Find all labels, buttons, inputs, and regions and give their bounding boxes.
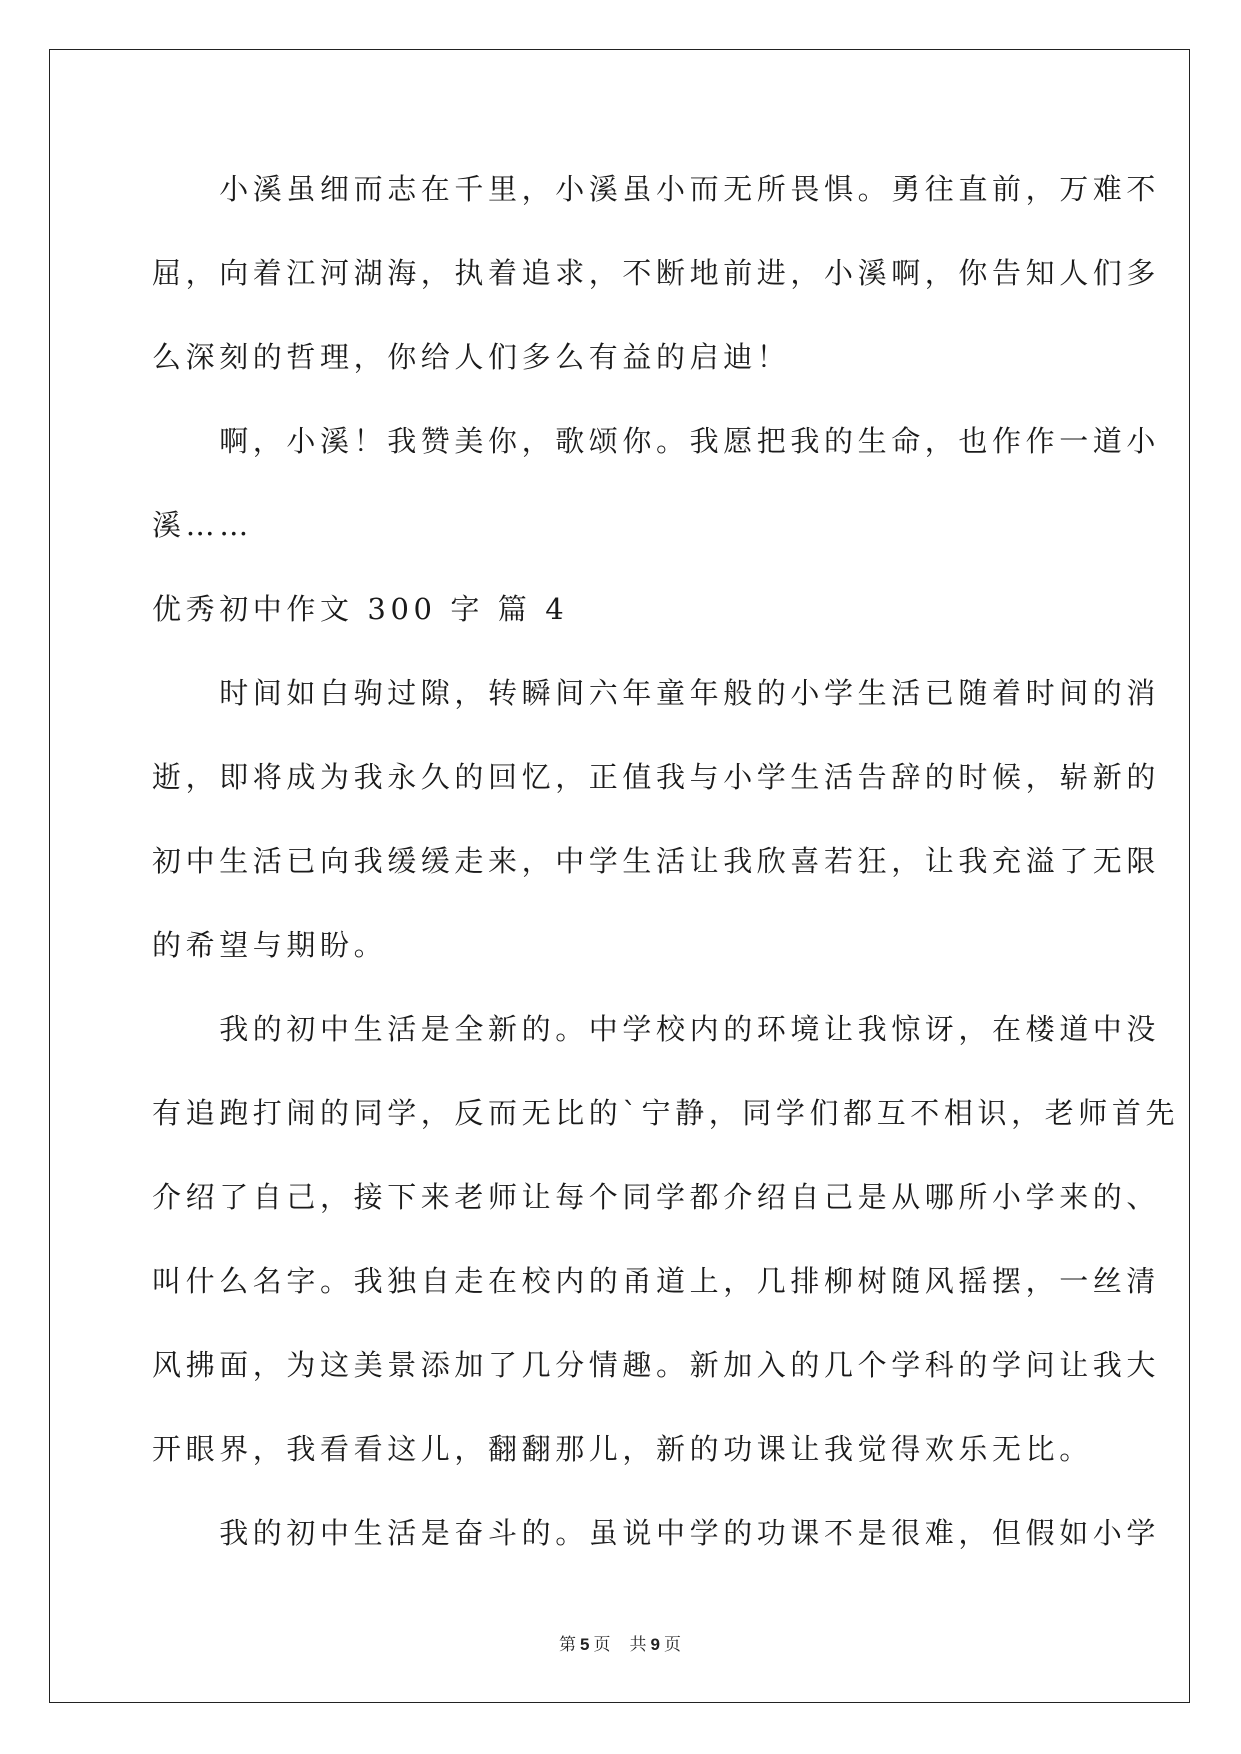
text-line: 的希望与期盼。 (152, 928, 388, 962)
text-line: 啊，小溪！我赞美你，歌颂你。我愿把我的生命，也作作一道小 (152, 424, 1161, 458)
text-line: 么深刻的哲理，你给人们多么有益的启迪！ (152, 340, 791, 374)
footer-total-pages: 9 (650, 1635, 661, 1654)
footer-prefix: 第 (559, 1635, 578, 1655)
text-line: 小溪虽细而志在千里，小溪虽小而无所畏惧。勇往直前，万难不 (152, 172, 1161, 206)
footer-page-number: 5 (580, 1635, 591, 1654)
text-line: 我的初中生活是奋斗的。虽说中学的功课不是很难，但假如小学 (152, 1516, 1161, 1550)
text-line: 初中生活已向我缓缓走来，中学生活让我欣喜若狂，让我充溢了无限 (152, 844, 1161, 878)
text-line: 介绍了自己，接下来老师让每个同学都介绍自己是从哪所小学来的、 (152, 1180, 1161, 1214)
footer-middle: 页 共 (593, 1635, 648, 1655)
text-line: 叫什么名字。我独自走在校内的甬道上，几排柳树随风摇摆，一丝清 (152, 1264, 1161, 1298)
footer-suffix: 页 (663, 1635, 682, 1655)
document-body (152, 160, 1180, 1588)
text-line: 有追跑打闹的同学，反而无比的`宁静，同学们都互不相识，老师首先 (152, 1096, 1180, 1130)
text-line: 溪…… (152, 508, 253, 542)
page-footer (0, 1630, 1241, 1655)
text-line: 逝，即将成为我永久的回忆，正值我与小学生活告辞的时候，崭新的 (152, 760, 1161, 794)
text-line: 风拂面，为这美景添加了几分情趣。新加入的几个学科的学问让我大 (152, 1348, 1161, 1382)
text-line: 开眼界，我看看这儿，翻翻那儿，新的功课让我觉得欢乐无比。 (152, 1432, 1093, 1466)
text-line: 屈，向着江河湖海，执着追求，不断地前进，小溪啊，你告知人们多 (152, 256, 1161, 290)
text-line: 我的初中生活是全新的。中学校内的环境让我惊讶，在楼道中没 (152, 1012, 1161, 1046)
section-heading: 优秀初中作文 300 字 篇 4 (152, 592, 569, 626)
text-line: 时间如白驹过隙，转瞬间六年童年般的小学生活已随着时间的消 (152, 676, 1161, 710)
